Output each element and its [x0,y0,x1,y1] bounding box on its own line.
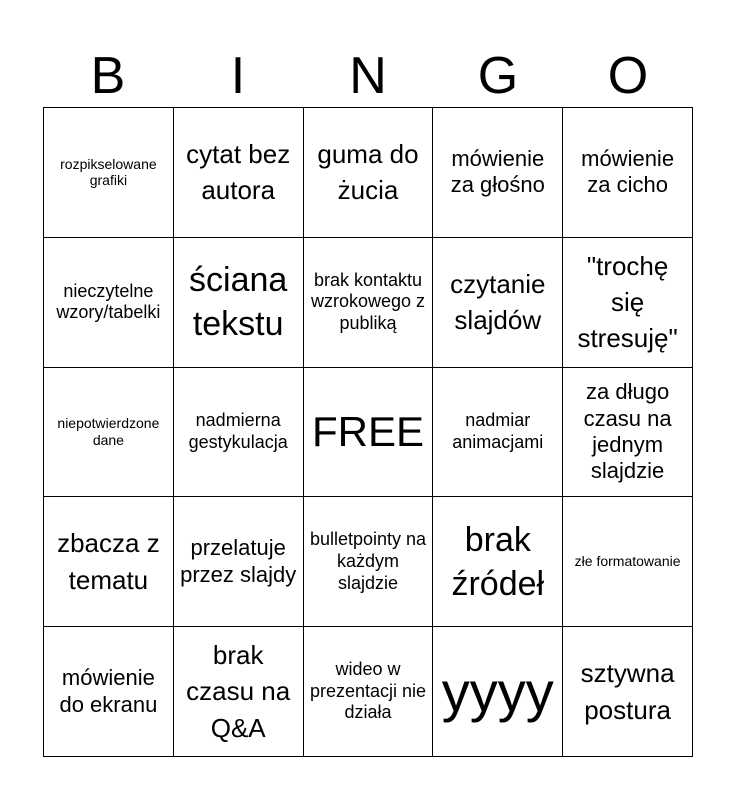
bingo-cell[interactable]: za długo czasu na jednym slajdzie [563,368,693,498]
bingo-cell[interactable]: rozpikselowane grafiki [44,108,174,238]
header-letter-i: I [230,47,246,105]
bingo-cell[interactable]: niepotwierdzone dane [44,368,174,498]
header-letter-b: B [90,47,126,105]
header-letter-o: O [607,47,649,105]
bingo-cell[interactable]: ściana tekstu [174,238,304,368]
bingo-cell[interactable]: "trochę się stresuję" [563,238,693,368]
bingo-cell[interactable]: nadmierna gestykulacja [174,368,304,498]
bingo-cell[interactable]: nieczytelne wzory/tabelki [44,238,174,368]
bingo-cell[interactable]: mówienie za cicho [563,108,693,238]
bingo-cell[interactable]: brak kontaktu wzrokowego z publiką [304,238,434,368]
bingo-cell[interactable]: cytat bez autora [174,108,304,238]
bingo-cell[interactable]: nadmiar animacjami [433,368,563,498]
header-letter-n: N [349,47,387,105]
bingo-cell[interactable]: bulletpointy na każdym slajdzie [304,497,434,627]
bingo-cell[interactable]: brak czasu na Q&A [174,627,304,757]
bingo-grid [43,107,693,757]
bingo-cell[interactable]: zbacza z tematu [44,497,174,627]
bingo-header [43,44,693,108]
bingo-cell[interactable]: złe formatowanie [563,497,693,627]
bingo-cell[interactable]: yyyy [433,627,563,757]
bingo-cell[interactable]: sztywna postura [563,627,693,757]
bingo-cell[interactable]: wideo w prezentacji nie działa [304,627,434,757]
bingo-cell[interactable]: guma do żucia [304,108,434,238]
bingo-cell[interactable]: przelatuje przez slajdy [174,497,304,627]
bingo-cell-free[interactable]: FREE [304,368,434,498]
bingo-cell[interactable]: brak źródeł [433,497,563,627]
header-letter-g: G [477,47,519,105]
bingo-cell[interactable]: mówienie do ekranu [44,627,174,757]
bingo-cell[interactable]: czytanie slajdów [433,238,563,368]
bingo-cell[interactable]: mówienie za głośno [433,108,563,238]
